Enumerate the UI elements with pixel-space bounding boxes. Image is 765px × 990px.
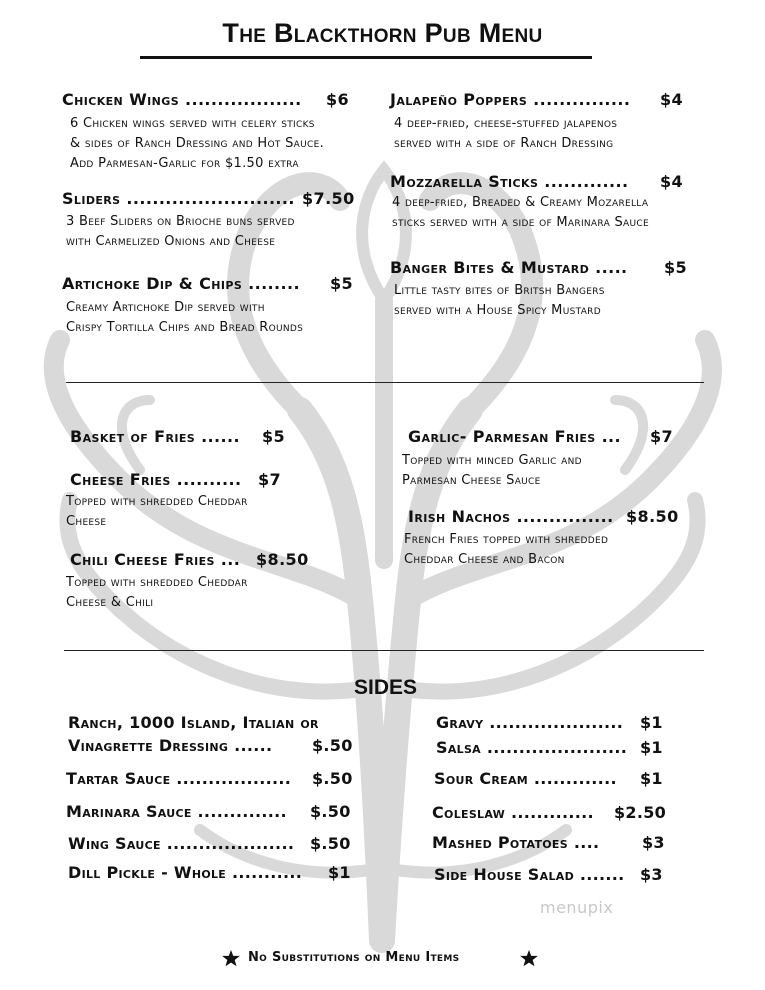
star-icon <box>222 950 240 967</box>
menu-item-name: Artichoke Dip & Chips ........ <box>62 274 300 293</box>
menu-item-price: $4 <box>660 90 684 109</box>
menu-item-desc: Topped with shredded Cheddar <box>66 494 248 509</box>
side-item-name: Gravy ..................... <box>436 713 624 732</box>
menu-item-price: $5 <box>664 258 688 277</box>
side-item-price: $1 <box>640 769 663 788</box>
menu-item-name: Chicken Wings .................. <box>62 90 302 109</box>
menu-item-name: Garlic- Parmesan Fries ... <box>408 427 622 446</box>
menu-item-desc: 6 Chicken wings served with celery sticks <box>70 116 315 131</box>
menu-item-desc: Topped with minced Garlic and <box>402 453 582 468</box>
section-divider <box>64 650 704 651</box>
menu-item-desc: Creamy Artichoke Dip served with <box>66 300 265 315</box>
side-item-name: Wing Sauce .................... <box>68 834 295 853</box>
menu-item-desc: Cheese <box>66 514 107 529</box>
side-item-name: Sour Cream ............. <box>434 769 617 788</box>
menu-item-price: $6 <box>326 90 350 109</box>
side-item-price: $3 <box>642 833 665 852</box>
side-item-name: Tartar Sauce .................. <box>66 769 292 788</box>
star-icon <box>520 950 538 967</box>
menu-item-name: Mozzarella Sticks ............. <box>390 172 629 191</box>
side-item-price: $2.50 <box>614 803 667 822</box>
menu-item-price: $7 <box>258 470 282 489</box>
side-item-price: $.50 <box>312 736 353 755</box>
side-item-name: Side House Salad ....... <box>434 865 625 884</box>
side-item-name: Mashed Potatoes .... <box>432 833 600 852</box>
menu-item-price: $7 <box>650 427 674 446</box>
side-item-price: $1 <box>328 863 351 882</box>
watermark: menupix <box>540 898 614 917</box>
menu-item-desc: Parmesan Cheese Sauce <box>402 473 541 488</box>
menu-item-desc: Topped with shredded Cheddar <box>66 575 248 590</box>
menu-item-desc: served with a side of Ranch Dressing <box>394 136 614 151</box>
menu-item-price: $5 <box>330 274 354 293</box>
menu-item-desc: Little tasty bites of Britsh Bangers <box>394 283 605 298</box>
menu-item-desc: 4 deep-fried, cheese-stuffed jalapenos <box>394 116 618 131</box>
menu-item-price: $5 <box>262 427 286 446</box>
sides-heading: SIDES <box>354 676 418 699</box>
menu-item-name: Sliders .......................... <box>62 189 295 208</box>
menu-item-desc: with Carmelized Onions and Cheese <box>66 234 276 249</box>
menu-item-desc: sticks served with a side of Marinara Sauce <box>392 215 649 230</box>
side-item-name: Marinara Sauce .............. <box>66 802 287 821</box>
menu-item-desc: Cheese & Chili <box>66 595 154 610</box>
menu-item-name: Banger Bites & Mustard ..... <box>390 258 628 277</box>
footer-note: No Substitutions on Menu Items <box>248 950 460 965</box>
side-item-price: $.50 <box>310 834 351 853</box>
menu-item-name: Basket of Fries ...... <box>70 427 240 446</box>
menu-item-name: Chili Cheese Fries ... <box>70 550 241 569</box>
side-item-price: $.50 <box>312 769 353 788</box>
menu-item-price: $8.50 <box>256 550 309 569</box>
menu-title: The Blackthorn Pub Menu <box>222 18 543 48</box>
side-item-price: $3 <box>640 865 663 884</box>
side-item-price: $1 <box>640 738 663 757</box>
menu-item-price: $4 <box>660 172 684 191</box>
menu-item-price: $8.50 <box>626 507 679 526</box>
menu-item-price: $7.50 <box>302 189 355 208</box>
menu-item-desc: Crispy Tortilla Chips and Bread Rounds <box>66 320 304 335</box>
menu-item-desc: & sides of Ranch Dressing and Hot Sauce. <box>70 136 325 151</box>
menu-item-desc: 4 deep-fried, Breaded & Creamy Mozarella <box>392 195 649 210</box>
menu-item-desc: 3 Beef Sliders on Brioche buns served <box>66 214 295 229</box>
side-item-price: $.50 <box>310 802 351 821</box>
menu-item-desc: served with a House Spicy Mustard <box>394 303 601 318</box>
menu-item-desc: Add Parmesan-Garlic for $1.50 extra <box>70 156 299 171</box>
section-divider <box>66 382 704 383</box>
side-item-name: Coleslaw ............. <box>432 803 594 822</box>
menu-item-name: Cheese Fries .......... <box>70 470 242 489</box>
title-underline <box>140 56 592 59</box>
side-item-name: Vinagrette Dressing ...... <box>68 736 273 755</box>
side-item-price: $1 <box>640 713 663 732</box>
menu-item-desc: French Fries topped with shredded <box>404 532 609 547</box>
side-item-name: Salsa ...................... <box>436 738 628 757</box>
side-item-name: Ranch, 1000 Island, Italian or <box>68 713 319 732</box>
menu-item-desc: Cheddar Cheese and Bacon <box>404 552 565 567</box>
menu-item-name: Irish Nachos ............... <box>408 507 614 526</box>
menu-item-name: Jalapeño Poppers ............... <box>390 90 631 109</box>
side-item-name: Dill Pickle - Whole ........... <box>68 863 303 882</box>
